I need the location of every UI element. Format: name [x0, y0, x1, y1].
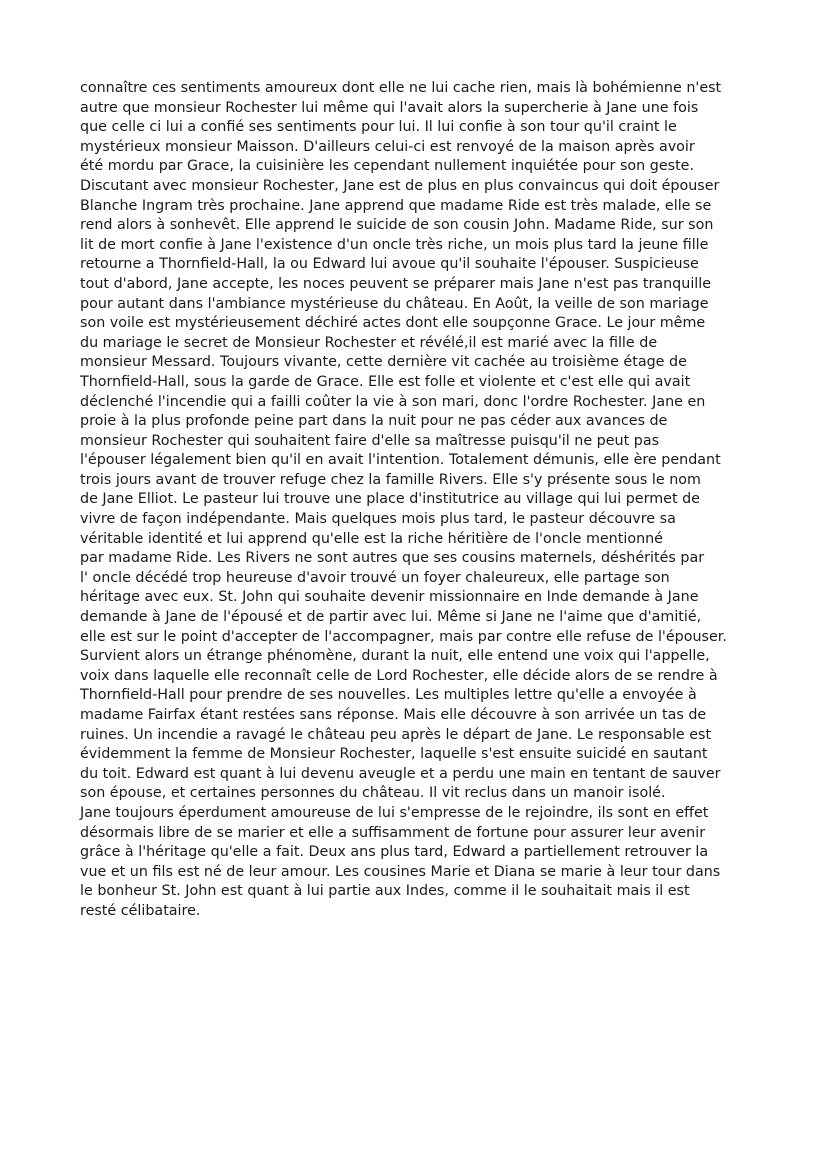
text-line: par madame Ride. Les Rivers ne sont autres que ses cousins maternels, déshérités par [80, 550, 705, 567]
text-line: connaître ces sentiments amoureux dont elle ne lui cache rien, mais là bohémienne n'est [80, 80, 722, 96]
text-line: évidemment la femme de Monsieur Rochester, laquelle s'est ensuite suicidé en sautant [80, 746, 708, 763]
text-line: elle est sur le point d'accepter de l'accompagner, mais par contre elle refuse de l'épouser. [80, 628, 727, 645]
text-line: pour autant dans l'ambiance mystérieuse du château. En Août, la veille de son mariage [80, 295, 709, 312]
text-line: proie à la plus profonde peine part dans la nuit pour ne pas céder aux avances de [80, 413, 668, 430]
text-line: grâce à l'héritage qu'elle a fait. Deux ans plus tard, Edward a partiellement retrouver la [80, 844, 709, 861]
text-line: véritable identité et lui apprend qu'elle est la riche héritière de l'oncle mentionné [80, 530, 663, 547]
text-line: Discutant avec monsieur Rochester, Jane est de plus en plus convaincus qui doit épouser [80, 177, 720, 194]
text-line: autre que monsieur Rochester lui même qui l'avait alors la supercherie à Jane une fois [80, 99, 699, 116]
text-line: l' oncle décédé trop heureuse d'avoir trouvé un foyer chaleureux, elle partage son [80, 569, 670, 586]
text-line: Thornfield-Hall, sous la garde de Grace. Elle est folle et violente et c'est elle qui avait [80, 373, 691, 390]
text-line: voix dans laquelle elle reconnaît celle de Lord Rochester, elle décide alors de se rendre à [80, 667, 718, 684]
text-line: héritage avec eux. St. John qui souhaite devenir missionnaire en Inde demande à Jane [80, 589, 699, 606]
text-line: désormais libre de se marier et elle a suffisamment de fortune pour assurer leur avenir [80, 824, 706, 841]
text-line: du toit. Edward est quant à lui devenu aveugle et a perdu une main en tentant de sauver [80, 765, 721, 782]
text-line: tout d'abord, Jane accepte, les noces peuvent se préparer mais Jane n'est pas tranquille [80, 275, 712, 292]
text-line: ruines. Un incendie a ravagé le château peu après le départ de Jane. Le responsable est [80, 726, 712, 743]
text-line: son voile est mystérieusement déchiré actes dont elle soupçonne Grace. Le jour même [80, 315, 706, 332]
text-line: demande à Jane de l'épousé et de partir avec lui. Même si Jane ne l'aime que d'amitié, [80, 609, 702, 626]
text-line: que celle ci lui a confié ses sentiments pour lui. Il lui confie à son tour qu'il craint le [80, 119, 677, 136]
text-line: retourne a Thornfield-Hall, la ou Edward lui avoue qu'il souhaite l'épouser. Suspicieuse [80, 256, 699, 273]
text-line: déclenché l'incendie qui a failli coûter la vie à son mari, donc l'ordre Rochester. Jane en [80, 393, 706, 410]
text-line: le bonheur St. John est quant à lui partie aux Indes, comme il le souhaitait mais il est [80, 883, 690, 900]
text-line: Survient alors un étrange phénomène, durant la nuit, elle entend une voix qui l'appelle, [80, 648, 710, 665]
text-line: du mariage le secret de Monsieur Rochester et révélé,il est marié avec la fille de [80, 334, 658, 351]
text-line: trois jours avant de trouver refuge chez la famille Rivers. Elle s'y présente sous le nom [80, 471, 701, 488]
text-line: rend alors à sonhevêt. Elle apprend le suicide de son cousin John. Madame Ride, sur son [80, 217, 714, 234]
text-line: été mordu par Grace, la cuisinière les cependant nullement inquiétée pour son geste. [80, 158, 695, 175]
text-line: madame Fairfax étant restées sans réponse. Mais elle découvre à son arrivée un tas de [80, 707, 707, 723]
body-text [80, 79, 770, 922]
text-line: vue et un fils est né de leur amour. Les cousines Marie et Diana se marie à leur tour dans [80, 863, 721, 880]
text-line: lit de mort confie à Jane l'existence d'un oncle très riche, un mois plus tard la jeune fille [80, 236, 709, 253]
text-line: de Jane Elliot. Le pasteur lui trouve une place d'institutrice au village qui lui permet de [80, 491, 700, 508]
text-line: Blanche Ingram très prochaine. Jane apprend que madame Ride est très malade, elle se [80, 197, 712, 214]
text-line: mystérieux monsieur Maisson. D'ailleurs celui-ci est renvoyé de la maison après avoir [80, 138, 695, 155]
text-line: Thornfield-Hall pour prendre de ses nouvelles. Les multiples lettre qu'elle a envoyée à [80, 687, 697, 704]
text-line: l'épouser légalement bien qu'il en avait l'intention. Totalement démunis, elle ère pendant [80, 452, 721, 469]
text-line: son épouse, et certaines personnes du château. Il vit reclus dans un manoir isolé. [80, 785, 666, 802]
text-line: Jane toujours éperdument amoureuse de lui s'empresse de le rejoindre, ils sont en effet [80, 804, 709, 821]
text-line: vivre de façon indépendante. Mais quelques mois plus tard, le pasteur découvre sa [80, 511, 676, 528]
text-line: resté célibataire. [80, 902, 201, 919]
text-line: monsieur Rochester qui souhaitent faire d'elle sa maîtresse puisqu'il ne peut pas [80, 432, 660, 449]
text-line: monsieur Messard. Toujours vivante, cette dernière vit cachée au troisième étage de [80, 354, 687, 371]
